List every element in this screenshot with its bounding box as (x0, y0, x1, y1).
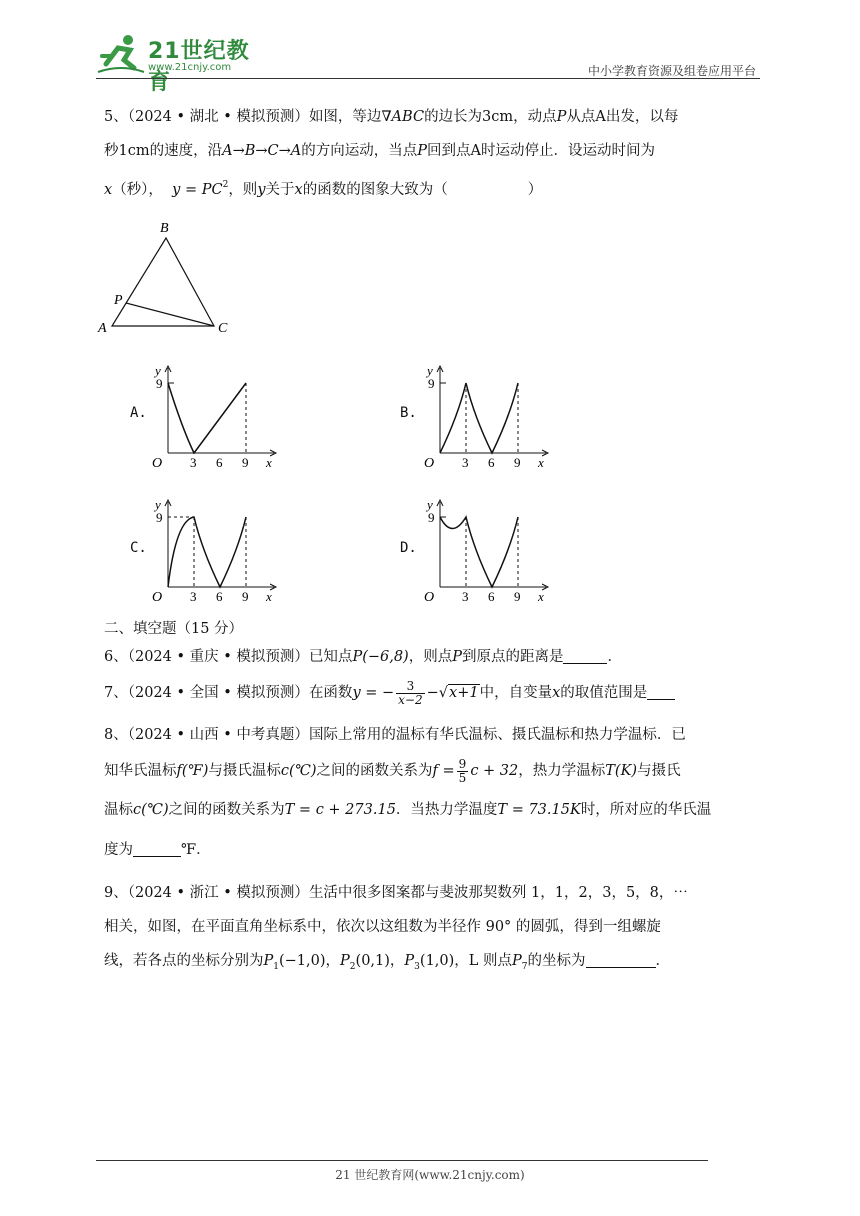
svg-text:6: 6 (488, 455, 495, 468)
q5-line-2: 秒1cm的速度，沿A→B→C→A的方向运动，当点P回到点A时运动停止．设运动时间为 (104, 143, 656, 159)
question-8 (104, 718, 764, 870)
svg-text:3: 3 (190, 589, 197, 602)
option-a-graph[interactable] (146, 356, 286, 468)
option-c-label[interactable]: C. (130, 540, 147, 556)
q5-line-3: x（秒）， $y = PC^2$，则y关于x的函数的图象大致为（ ） (104, 180, 543, 198)
q5-line-1: 5、（2024 • 湖北 • 模拟预测）如图，等边∇ABC的边长为3cm，动点P从点A出发，以每 (104, 109, 679, 125)
svg-text:9: 9 (428, 376, 435, 391)
svg-text:O: O (424, 456, 435, 468)
svg-text:x: x (266, 455, 272, 468)
logo-text: 21世纪教育 (148, 39, 250, 95)
svg-text:x: x (538, 589, 544, 602)
page-header (96, 30, 760, 95)
option-a-label[interactable]: A. (130, 405, 147, 421)
question-6: 6、（2024 • 重庆 • 模拟预测）已知点P(−6,8)，则点P到原点的距离是 ． (104, 649, 622, 665)
svg-text:3: 3 (190, 455, 197, 468)
answer-blank-q7[interactable] (647, 683, 675, 700)
svg-text:3: 3 (462, 589, 469, 602)
section-2-title: 二、填空题（15 分） (104, 621, 244, 637)
triangle-figure (96, 216, 246, 340)
q9-line-2: 相关，如图，在平面直角坐标系中，依次以这组数为半径作 90° 的圆弧，得到一组螺旋 (104, 919, 661, 935)
option-d-graph[interactable] (418, 490, 558, 602)
q8-line-1: 8、（2024 • 山西 • 中考真题）国际上常用的温标有华氏温标、摄氏温标和热力学温标．已 (104, 727, 686, 743)
answer-blank-q9[interactable] (586, 951, 656, 968)
page-footer: 21 世纪教育网(www.21cnjy.com) (335, 1168, 525, 1182)
site-logo (96, 34, 266, 95)
svg-text:y: y (427, 363, 433, 378)
svg-text:y: y (155, 497, 161, 512)
answer-blank-q6[interactable] (563, 647, 607, 664)
svg-text:9: 9 (242, 589, 249, 602)
vertex-b-label: B (160, 221, 169, 236)
question-5 (104, 100, 764, 207)
option-b-graph[interactable] (418, 356, 558, 468)
svg-text:O: O (152, 456, 163, 468)
svg-text:y: y (427, 497, 433, 512)
runner-icon (96, 34, 146, 76)
svg-text:6: 6 (216, 455, 223, 468)
svg-text:O: O (152, 590, 163, 602)
svg-text:6: 6 (488, 589, 495, 602)
svg-text:9: 9 (514, 589, 521, 602)
svg-text:6: 6 (216, 589, 223, 602)
svg-text:3: 3 (462, 455, 469, 468)
header-divider (96, 78, 760, 79)
footer-divider (96, 1160, 708, 1161)
svg-text:x: x (538, 455, 544, 468)
svg-text:9: 9 (156, 510, 163, 525)
q8-line-2: 知华氏温标f(℉)与摄氏温标c(℃)之间的函数关系为f = $\frac{9}{5}$ c + 32，热力学温标T(K)与摄氏 (104, 756, 681, 785)
svg-text:9: 9 (242, 455, 249, 468)
question-9 (104, 876, 764, 984)
q9-line-3: 线，若各点的坐标分别为$P_1(-1,0)$，$P_2(0,1)$，$P_3(1,0)$，L 则点$P_7$的坐标为 ． (104, 953, 671, 972)
svg-text:9: 9 (514, 455, 521, 468)
question-7: 7、（2024 • 全国 • 模拟预测）在函数y = − $\frac{3}{x-2}$ −√x+1中，自变量x的取值范围是 (104, 676, 764, 710)
logo-url: www.21cnjy.com (148, 62, 232, 73)
q8-line-4: 度为 ℉． (104, 842, 211, 858)
svg-text:O: O (424, 590, 435, 602)
svg-text:9: 9 (156, 376, 163, 391)
svg-text:y: y (155, 363, 161, 378)
point-p-label: P (114, 293, 123, 308)
q8-fraction: $\frac{9}{5}$ (458, 756, 467, 785)
answer-blank-q8[interactable] (133, 840, 181, 857)
svg-text:x: x (266, 589, 272, 602)
q8-line-3: 温标c(℃)之间的函数关系为T = c + 273.15．当热力学温度T = 73.15K时，所对应的华氏温 (104, 802, 712, 818)
site-tagline: 中小学教育资源及组卷应用平台 (587, 64, 756, 78)
vertex-a-label: A (98, 321, 107, 336)
option-c-graph[interactable] (146, 490, 286, 602)
option-d-label[interactable]: D. (400, 540, 417, 556)
q9-line-1: 9、（2024 • 浙江 • 模拟预测）生活中很多图案都与斐波那契数列 1，1，2，3，5，8，⋯ (104, 885, 688, 901)
q7-fraction: $\frac{3}{x-2}$ (398, 678, 423, 707)
svg-text:9: 9 (428, 510, 435, 525)
vertex-c-label: C (218, 321, 228, 336)
option-b-label[interactable]: B. (400, 405, 417, 421)
